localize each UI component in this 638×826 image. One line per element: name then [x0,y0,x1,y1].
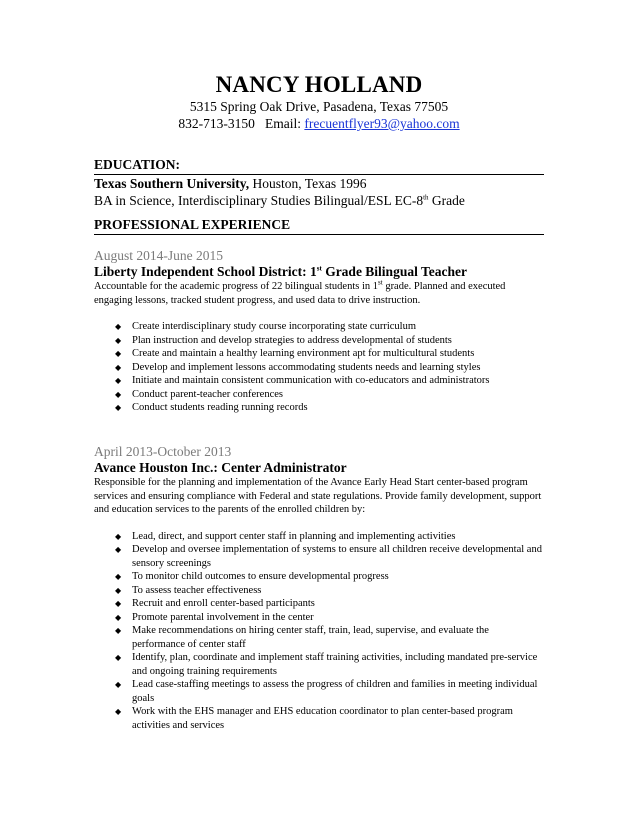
email-link[interactable]: frecuentflyer93@yahoo.com [304,116,460,131]
list-item: ◆ Recruit and enroll center-based participants [115,598,315,609]
education-section [94,157,544,209]
list-item: ◆ Develop and oversee implementation of systems to ensure all children receive developmental and sensory screenings [115,544,542,569]
diamond-bullet-icon: ◆ [115,626,122,635]
diamond-bullet-icon: ◆ [115,322,122,331]
school-location: Houston, Texas 1996 [249,176,367,191]
address: 5315 Spring Oak Drive, Pasadena, Texas 77505 [189,99,449,114]
job-period: August 2014-June 2015 [94,248,223,263]
list-item: ◆ Make recommendations on hiring center staff, train, lead, supervise, and evaluate the performance of center staff [115,625,489,650]
diamond-bullet-icon: ◆ [115,545,122,554]
job-entry [94,247,544,415]
job-title: Avance Houston Inc.: Center Administrator [94,460,347,475]
diamond-bullet-icon: ◆ [115,376,122,385]
list-item: ◆ To assess teacher effectiveness [115,584,262,596]
applicant-name: NANCY HOLLAND [215,72,423,97]
email-label: Email: [265,116,301,131]
phone: 832-713-3150 [178,116,255,131]
list-item: ◆ Identify, plan, coordinate and implement staff training activities, including mandated pre-service and ongoing training requirements [115,652,538,677]
job-duties-list [94,320,544,415]
list-item: ◆ To monitor child outcomes to ensure developmental progress [115,571,389,582]
list-item: ◆ Conduct parent-teacher conferences [115,388,283,400]
diamond-bullet-icon: ◆ [115,585,122,595]
diamond-bullet-icon: ◆ [115,335,122,345]
school-name: Texas Southern University, [94,176,250,191]
degree-line: BA in Science, Interdisciplinary Studies Bilingual/ESL EC-8th Grade [94,193,465,208]
diamond-bullet-icon: ◆ [115,599,122,608]
job-entry [94,443,544,732]
diamond-bullet-icon: ◆ [115,403,122,412]
diamond-bullet-icon: ◆ [115,612,122,622]
job-description: Responsible for the planning and implementation of the Avance Early Head Start center-based program services and ensuring compliance with Federal and state regulations. Provide family development, support and education services to the parents of the enrolled children by: [94,477,542,515]
diamond-bullet-icon: ◆ [115,362,122,372]
diamond-bullet-icon: ◆ [115,680,122,689]
job-title: Liberty Independent School District: 1st Grade Bilingual Teacher [94,264,467,279]
list-item: ◆ Create and maintain a healthy learning environment apt for multicultural students [115,348,475,359]
job-period: April 2013-October 2013 [94,444,232,459]
list-item: ◆ Initiate and maintain consistent communication with co-educators and administrators [115,375,490,386]
education-heading: EDUCATION: [94,157,544,175]
job-duties-list [94,530,544,733]
diamond-bullet-icon: ◆ [115,572,122,581]
resume-header [0,72,638,132]
diamond-bullet-icon: ◆ [115,707,122,716]
contact-line [0,115,638,132]
list-item: ◆ Plan instruction and develop strategies to address developmental of students [115,334,452,346]
list-item: ◆ Conduct students reading running records [115,402,308,413]
diamond-bullet-icon: ◆ [115,653,122,662]
diamond-bullet-icon: ◆ [115,349,122,358]
list-item: ◆ Lead case-staffing meetings to assess the progress of children and families in meeting individual goals [115,679,538,704]
school-line [94,175,544,192]
job-description: Accountable for the academic progress of 22 bilingual students in 1st grade. Planned and executed engaging lessons, tracked student progress, and used data to drive instruction. [94,278,506,306]
list-item: ◆ Lead, direct, and support center staff in planning and implementing activities [115,530,456,542]
list-item: ◆ Create interdisciplinary study course incorporating state curriculum [115,321,416,332]
experience-section [94,217,544,235]
list-item: ◆ Promote parental involvement in the center [115,611,314,623]
list-item: ◆ Develop and implement lessons accommodating students needs and learning styles [115,361,481,373]
list-item: ◆ Work with the EHS manager and EHS education coordinator to plan center-based program activities and services [115,706,513,731]
experience-heading: PROFESSIONAL EXPERIENCE [94,217,544,235]
diamond-bullet-icon: ◆ [115,389,122,399]
diamond-bullet-icon: ◆ [115,531,122,541]
